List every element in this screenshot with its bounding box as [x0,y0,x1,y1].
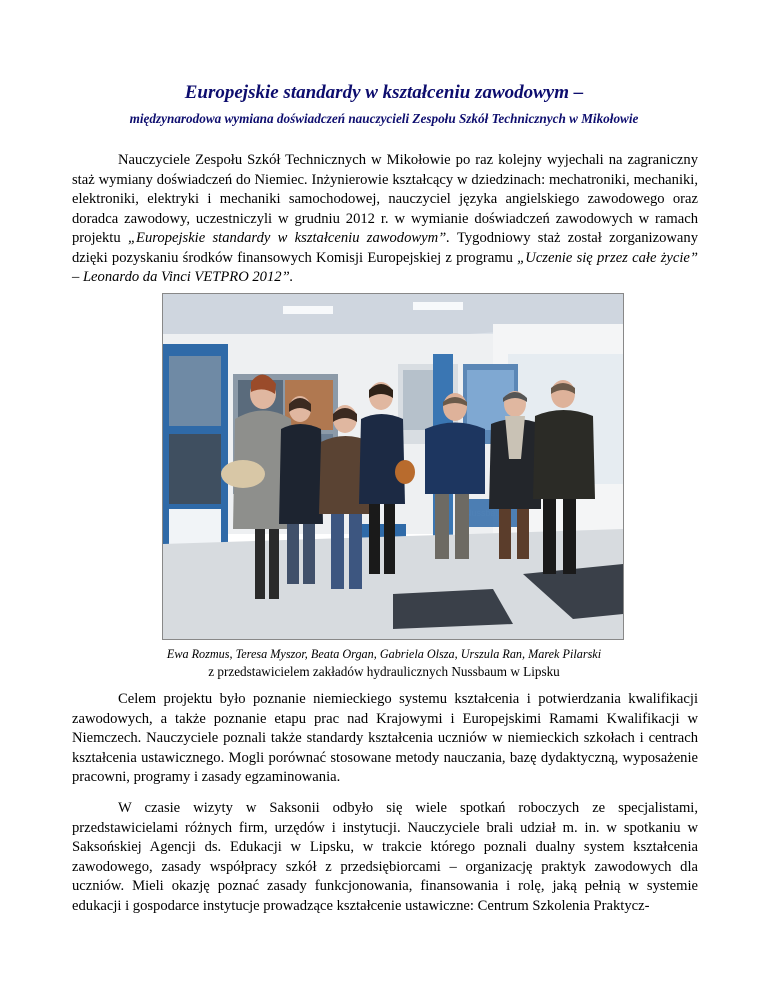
document-subtitle: międzynarodowa wymiana doświadczeń nauczycieli Zespołu Szkół Technicznych w Mikołowie [129,111,639,126]
photo-caption-company: z przedstawicielem zakładów hydraulicznych Nussbaum w Lipsku [208,664,560,679]
intro-text: Nauczyciele Zespołu Szkół Technicznych w Mikołowie po raz kolejny wyjechali na zagraniczny staż wymiany doświadczeń do Niemiec. Inżynierowie kształcący w dziedzinach: mechatroniki, mechaniki, elektroniki, elektryki i mechaniki samochodowej, nauczyciel języka angielskiego zawodowego oraz doradca zawodowy, uczestniczyli w grudniu 2012 r. w wymianie doświadczeń zawodowych w ramach projektu [72,152,698,246]
photo-caption-names: Ewa Rozmus, Teresa Myszor, Beata Organ, Gabriela Olsza, Urszula Ran, Marek Pilarski [166,647,602,661]
paragraph-visit: W czasie wizyty w Saksonii odbyło się wiele spotkań roboczych ze specjalistami, przedstawicielami różnych firm, urzędów i instytucji. Nauczyciele brali udział m. in. w spotkaniu w Saksońskiej Agencji ds. Edukacji w Lipsku, w trakcie którego poznali dualny system kształcenia zawodowego, zasady współpracy szkół z przedsiębiorcami – organizację praktyk zawodowych dla uczniów. Mieli okazję poznać zasady funkcjonowania, finansowania i rolę, jaką pełnią w systemie edukacji i gospodarce instytucje prowadzące kształcenie ustawiczne: Centrum Szkolenia Praktycz- [72,800,698,914]
paragraph-intro [72,151,698,288]
intro-text-2: Tygodniowy staż został zorganizowany dzięki pozyskaniu środków finansowych Komisji Europejskiej z programu [72,230,698,266]
project-name: „Europejskie standardy w kształceniu zawodowym”. [127,230,450,246]
group-photo [162,293,624,640]
paragraph-goals: Celem projektu było poznanie niemieckiego systemu kształcenia i potwierdzania kwalifikacji zawodowych, a także poznanie etapu prac nad Krajowymi i Europejskimi Ramami Kwalifikacji w Niemczech. Nauczyciele poznali także standardy kształcenia uczniów w niemieckich szkołach i centrach kształcenia ustawicznego. Mogli porównać stosowane metody nauczania, bazę dydaktyczną, wyposażenie pracowni, programy i zasady egzaminowania. [72,691,698,785]
programme-name: „Uczenie się przez całe życie” – Leonardo da Vinci VETPRO 2012”. [72,249,698,285]
document-title: Europejskie standardy w kształceniu zawodowym – [184,82,584,103]
